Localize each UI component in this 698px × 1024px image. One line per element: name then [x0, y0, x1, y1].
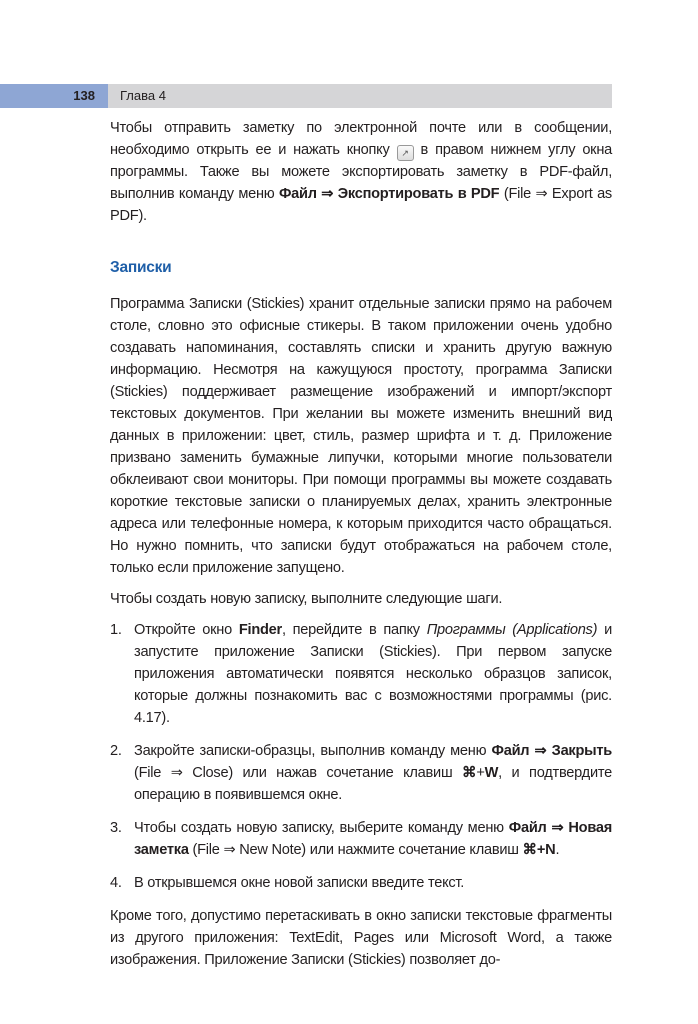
text-run: , и подтвердите операцию в появившемся окне.	[134, 765, 612, 803]
step-text	[134, 743, 612, 803]
step-item	[110, 619, 612, 729]
step-number: 1.	[110, 622, 122, 638]
share-icon: ↗	[397, 145, 414, 161]
step-number: 3.	[110, 820, 122, 836]
step-item	[110, 740, 612, 806]
bold-text: Finder	[238, 622, 282, 638]
text-run: +	[476, 765, 485, 781]
step-number: 2.	[110, 743, 122, 759]
text-run: Закройте записки-образцы, выполнив команду меню	[134, 743, 492, 759]
text-run: Чтобы создать новую записку, выполните следующие шаги.	[110, 591, 503, 607]
text-run: Кроме того, допустимо перетаскивать в окно записки текстовые фрагменты из другого приложения: TextEdit, Pages или Microsoft Word, а также изображения. Приложение Записки (Stickies) позволяет до-	[110, 908, 612, 968]
steps-list	[110, 619, 612, 894]
text-run: , перейдите в папку	[281, 622, 427, 638]
text-run: в правом нижнем углу окна программы. Также вы можете экспортировать заметку в PDF-файл, выполнив команду меню	[110, 142, 612, 202]
step-item	[110, 817, 612, 861]
bold-text: ⌘	[462, 765, 477, 781]
step-number: 4.	[110, 875, 122, 891]
step-text	[134, 622, 612, 726]
text-run: (File ⇒ Close) или нажав сочетание клавиш	[134, 765, 463, 781]
page-number: 138	[0, 84, 108, 108]
bold-text: W	[484, 765, 499, 781]
text-run: Чтобы отправить заметку по электронной почте или в сообщении, необходимо открыть ее и нажать кнопку	[110, 120, 612, 158]
text-run: В открывшемся окне новой записки введите текст.	[134, 875, 465, 891]
running-header	[0, 84, 612, 108]
text-run: и запустите приложение Записки (Stickies). При первом запуске приложения автоматически появятся несколько образцов записок, которые должны познакомить вас с возможностями программы (рис. 4.17).	[134, 622, 612, 726]
step-item	[110, 872, 612, 894]
step-text	[134, 875, 464, 891]
paragraph-stickies	[110, 293, 612, 579]
step-text	[134, 820, 612, 858]
bold-text: Файл ⇒ Закрыть	[491, 743, 612, 759]
paragraph-outro	[110, 905, 612, 971]
bold-text: ⌘+N	[522, 842, 556, 858]
text-run: .	[555, 842, 560, 858]
text-run: Чтобы создать новую записку, выберите команду меню	[134, 820, 509, 836]
italic-text: Программы (Applications)	[426, 622, 598, 638]
text-run: (File ⇒ Export as PDF).	[110, 186, 612, 224]
text-run: Программа Записки (Stickies) хранит отдельные записки прямо на рабочем столе, словно это офисные стикеры. В таком приложении очень удобно создавать напоминания, составлять списки и хранить другую важную информацию. Несмотря на кажущуюся простоту, программа Записки (Stickies) поддерживает размещение изображений и импорт/экспорт текстовых документов. При желании вы можете изменить внешний вид данных в приложении: цвет, стиль, размер шрифта и т. д. Приложение призвано заменить бумажные липучки, которыми многие пользователи обклеивают свои мониторы. При помощи программы вы можете создавать короткие текстовые записки о планируемых делах, хранить электронные адреса или телефонные номера, к которым приходится часто обращаться. Но нужно помнить, что записки будут отображаться на рабочем столе, только если приложение запущено.	[110, 296, 612, 576]
text-run: (File ⇒ New Note) или нажмите сочетание клавиш	[188, 842, 523, 858]
paragraph-steps-intro	[110, 588, 612, 610]
bold-text: Файл ⇒ Новая заметка	[134, 820, 612, 858]
chapter-title: Глава 4	[120, 88, 166, 103]
section-heading: Записки	[110, 259, 172, 276]
page-body	[110, 117, 612, 980]
paragraph-intro	[110, 117, 612, 227]
bold-text: Файл ⇒ Экспортировать в PDF	[278, 186, 500, 202]
text-run: Откройте окно	[134, 622, 239, 638]
